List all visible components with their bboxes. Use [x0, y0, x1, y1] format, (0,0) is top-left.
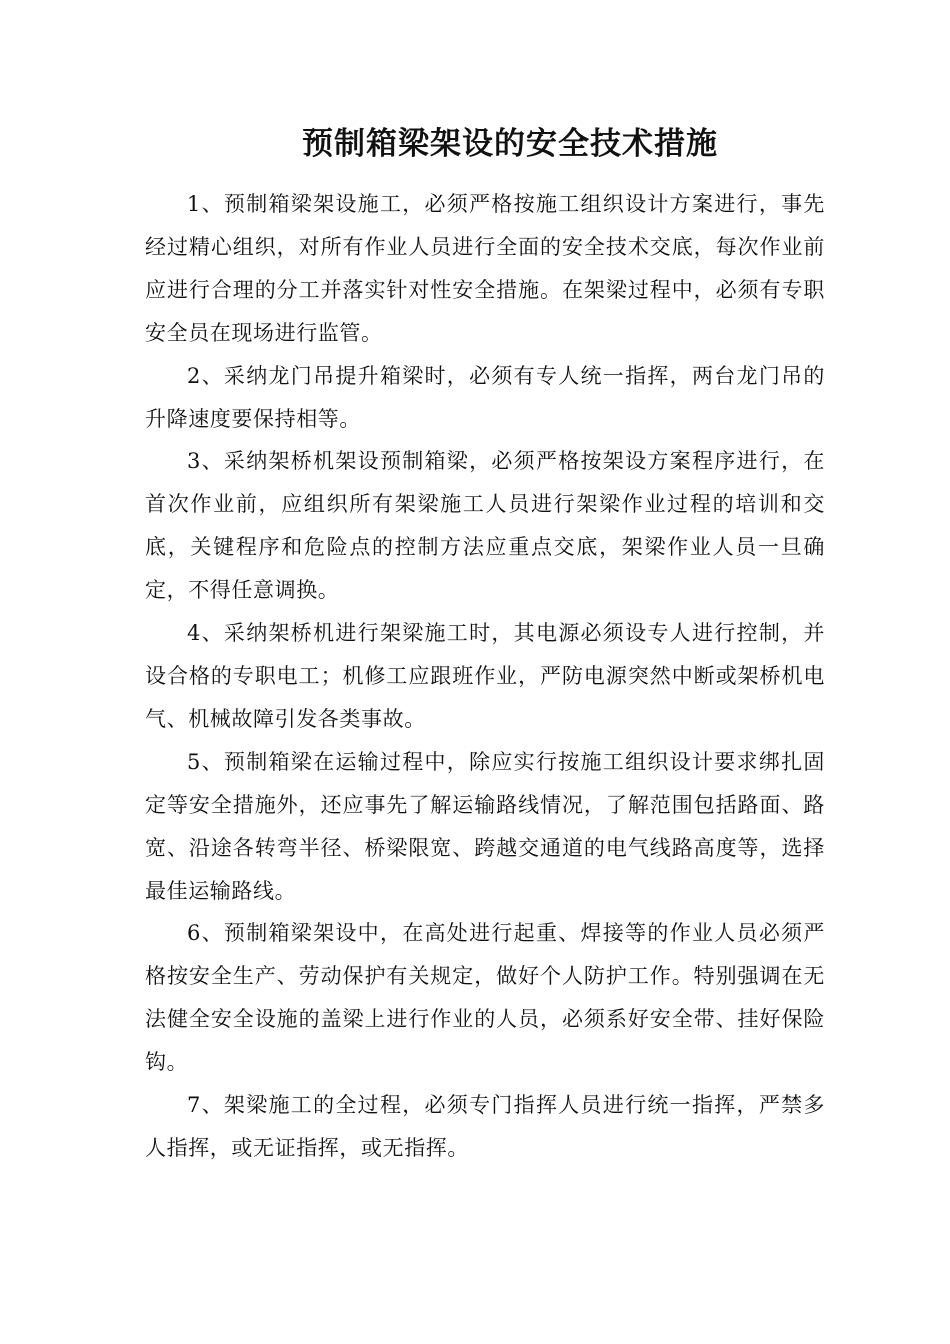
paragraph-2: 2、采纳龙门吊提升箱梁时，必须有专人统一指挥，两台龙门吊的升降速度要保持相等。: [145, 363, 825, 431]
paragraph-3: 3、采纳架桥机架设预制箱梁，必须严格按架设方案程序进行，在首次作业前，应组织所有架梁施工人员进行架梁作业过程的培训和交底，关键程序和危险点的控制方法应重点交底，架梁作业人员一旦确定，不得任意调换。: [145, 449, 825, 603]
paragraph-7: 7、架梁施工的全过程，必须专门指挥人员进行统一指挥，严禁多人指挥，或无证指挥，或无指挥。: [145, 1093, 825, 1160]
document-body: [145, 183, 825, 1170]
paragraph-6: 6、预制箱梁架设中，在高处进行起重、焊接等的作业人员必须严格按安全生产、劳动保护有关规定，做好个人防护工作。特别强调在无法健全安全设施的盖梁上进行作业的人员，必须系好安全带、挂好保险钩。: [145, 921, 825, 1075]
paragraph-1: 1、预制箱梁架设施工，必须严格按施工组织设计方案进行，事先经过精心组织，对所有作业人员进行全面的安全技术交底，每次作业前应进行合理的分工并落实针对性安全措施。在架梁过程中，必须有专职安全员在现场进行监管。: [145, 192, 825, 345]
paragraph-4: 4、采纳架桥机进行架梁施工时，其电源必须设专人进行控制，并设合格的专职电工；机修工应跟班作业，严防电源突然中断或架桥机电气、机械故障引发各类事故。: [145, 621, 825, 731]
paragraph-5: 5、预制箱梁在运输过程中，除应实行按施工组织设计要求绑扎固定等安全措施外，还应事先了解运输路线情况，了解范围包括路面、路宽、沿途各转弯半径、桥梁限宽、跨越交通道的电气线路高度等，选择最佳运输路线。: [145, 749, 825, 903]
document-title: 预制箱梁架设的安全技术措施: [302, 126, 718, 162]
